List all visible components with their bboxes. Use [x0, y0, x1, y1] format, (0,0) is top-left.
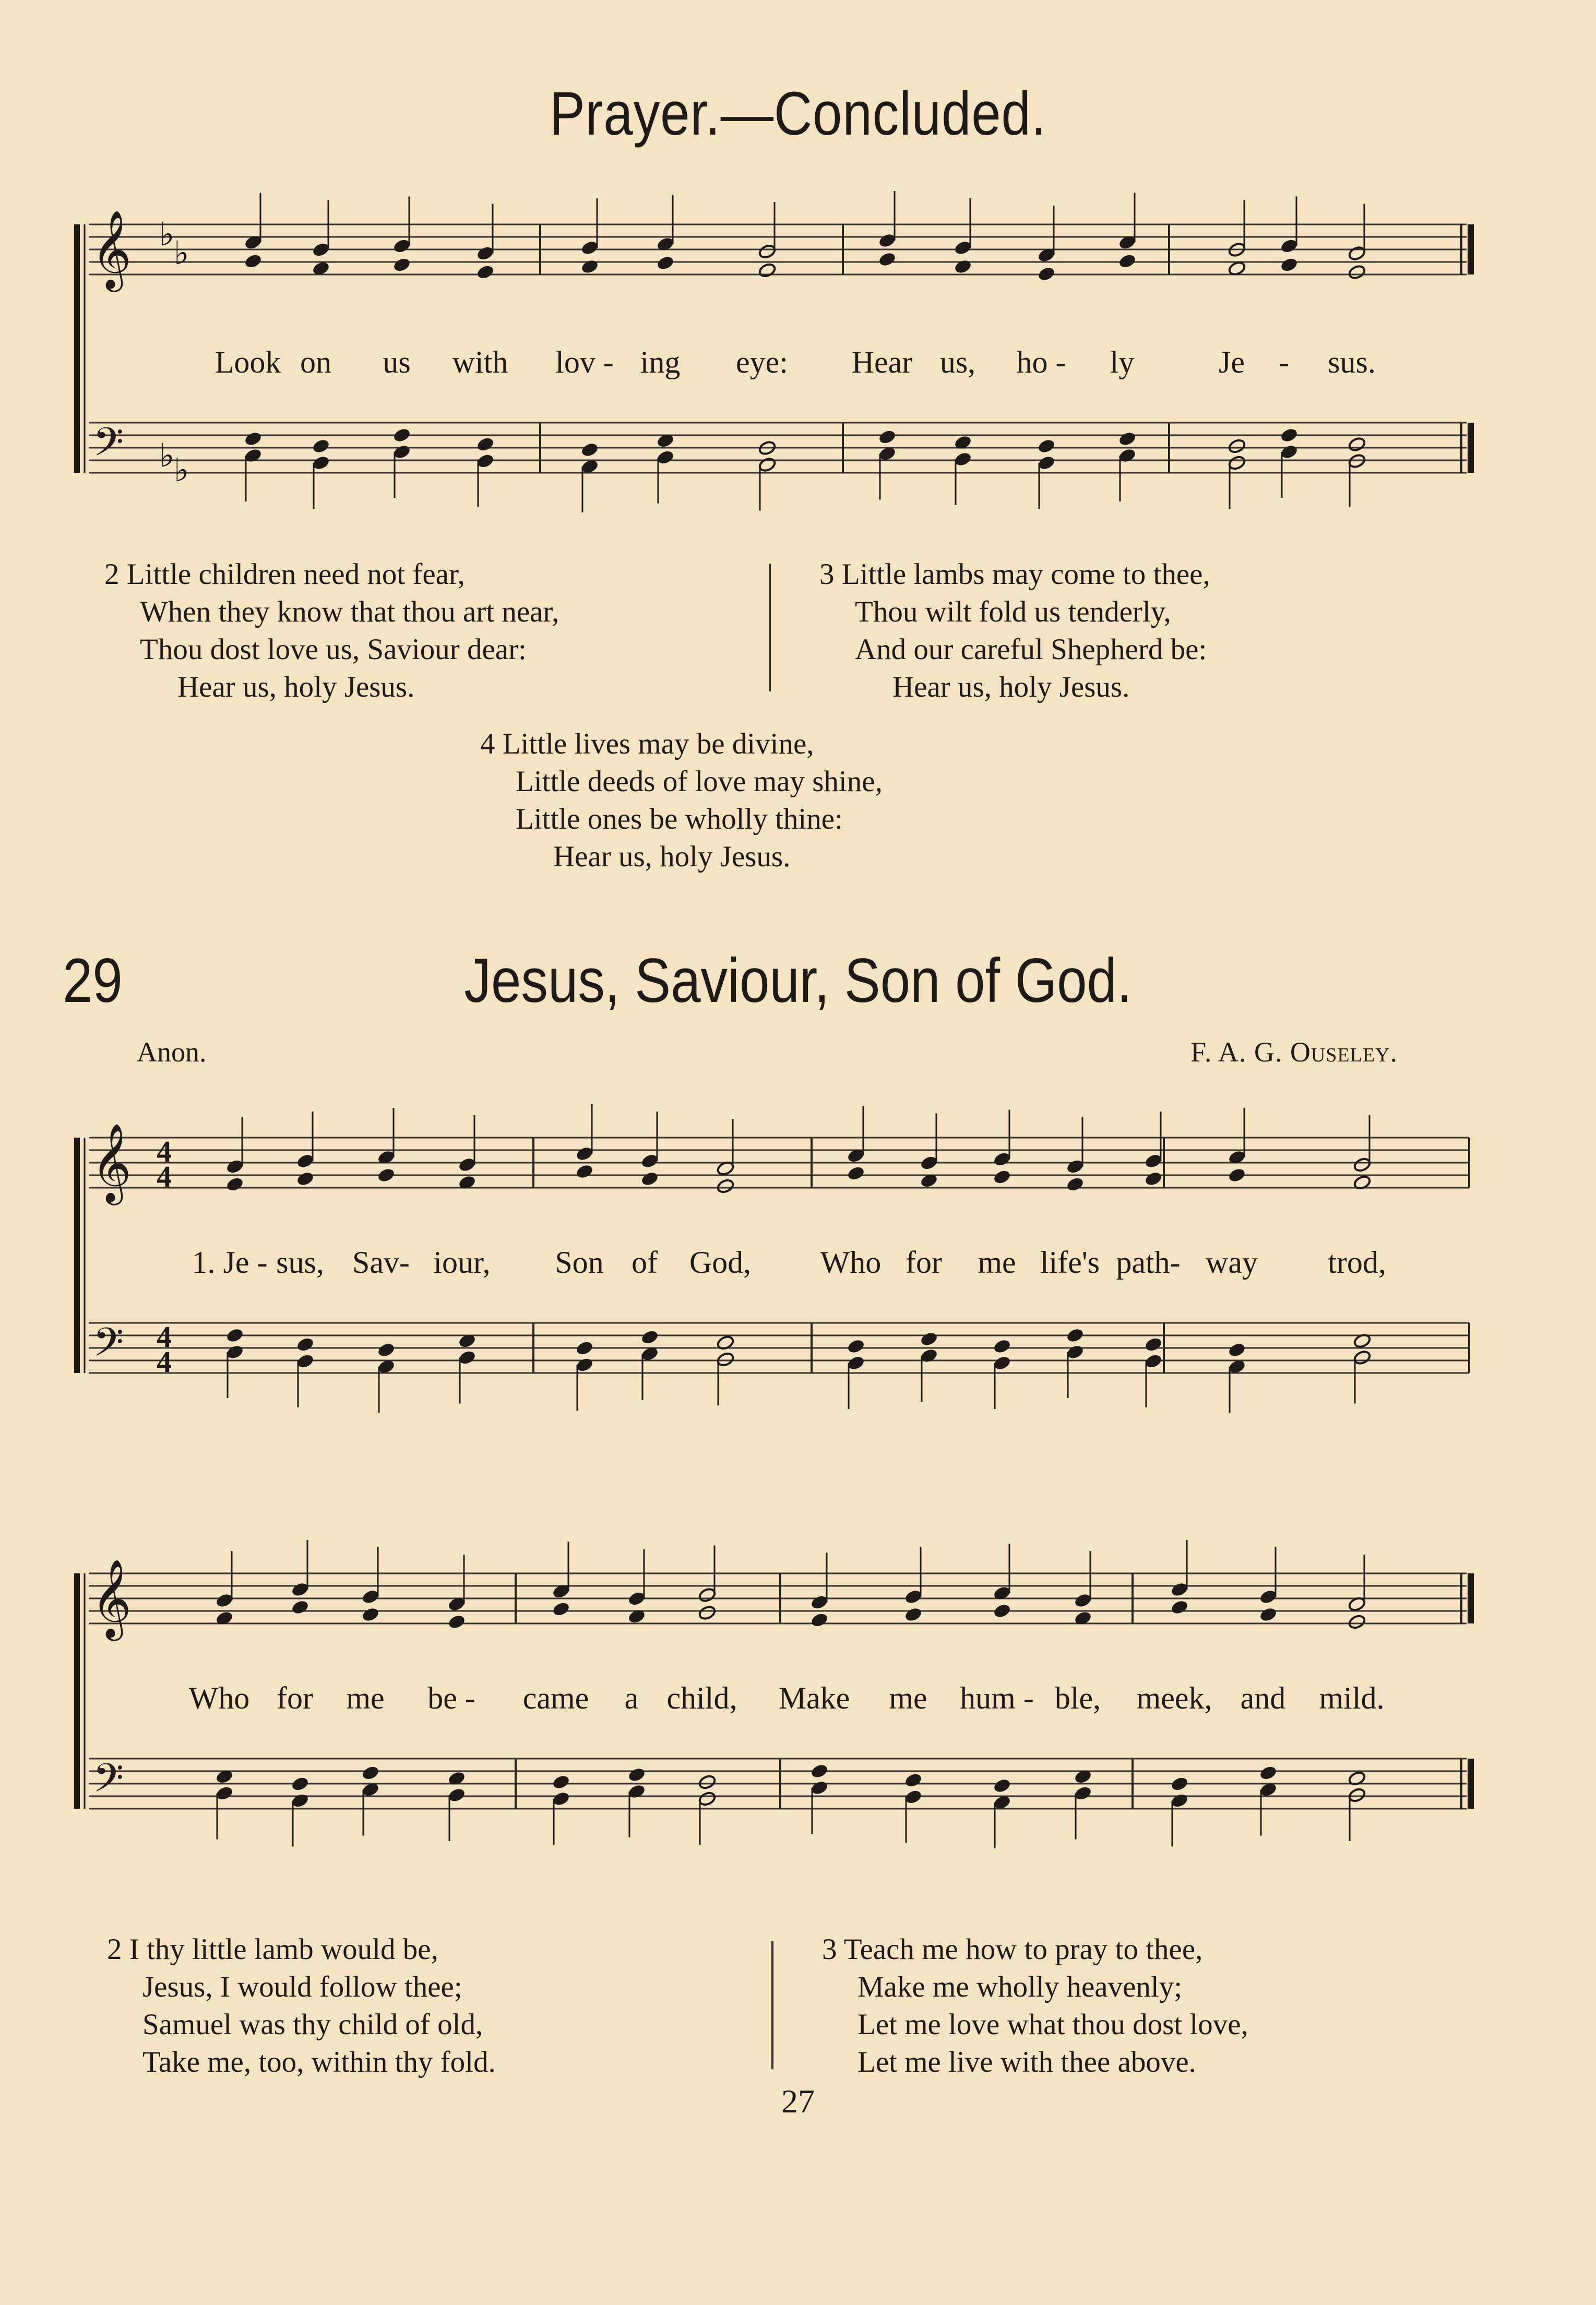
quarter-note [392, 257, 411, 273]
quarter-note [1144, 1336, 1163, 1353]
quarter-note [1066, 1328, 1085, 1344]
quarter-note [878, 233, 897, 249]
verse-line: I thy little lamb would be, [129, 1933, 438, 1966]
lyric-syllable: Sav- [352, 1245, 410, 1280]
quarter-note [656, 255, 675, 271]
quarter-note [215, 1785, 234, 1801]
flat-icon: ♭ [174, 234, 189, 272]
half-note [698, 1774, 717, 1790]
lyric-syllable: sus. [1328, 345, 1376, 379]
quarter-note [1280, 257, 1299, 273]
music-system-prayer [68, 172, 1477, 527]
quarter-note [904, 1772, 923, 1788]
quarter-note [1280, 444, 1299, 460]
verse-line: Thou dost love us, Saviour dear: [140, 633, 527, 666]
half-note [758, 262, 777, 279]
lyric-syllable: a [624, 1681, 639, 1715]
verse-number: 3 [819, 558, 835, 591]
treble-clef-icon: 𝄞 [91, 1122, 132, 1202]
system-bracket [74, 224, 80, 473]
quarter-note [1144, 1171, 1163, 1187]
quarter-note [1228, 1167, 1246, 1184]
quarter-note [215, 1593, 234, 1609]
quarter-note [1144, 1353, 1163, 1369]
half-note [1348, 245, 1366, 261]
quarter-note [580, 240, 599, 256]
half-note [758, 457, 777, 473]
quarter-note [1170, 1776, 1189, 1792]
lyric-syllable: for [906, 1245, 942, 1280]
half-note [716, 1352, 735, 1368]
verse-2 [104, 556, 559, 706]
lyric-syllable: for [277, 1681, 313, 1715]
quarter-note [291, 1599, 309, 1616]
lyric-syllable: ing [640, 345, 681, 379]
lyric-syllable: with [452, 345, 508, 379]
quarter-note [296, 1171, 315, 1187]
quarter-note [640, 1329, 659, 1345]
quarter-note [954, 259, 972, 275]
lyric-syllable: lov - [555, 345, 614, 379]
verse-4 [480, 725, 883, 876]
verse-line: Hear us, holy Jesus. [553, 840, 791, 873]
quarter-note [580, 259, 599, 275]
quarter-note [1037, 455, 1056, 471]
lyric-syllable: Who [820, 1245, 882, 1280]
verse-line: Let me love what thou dost love, [857, 2008, 1248, 2041]
quarter-note [476, 453, 495, 469]
quarter-note [1074, 1593, 1092, 1609]
lyric-syllable: eye: [736, 345, 788, 379]
quarter-note [847, 1165, 865, 1181]
quarter-note [1228, 1342, 1246, 1358]
music-system-hymn-1 [68, 1075, 1477, 1440]
quarter-note [291, 1793, 309, 1809]
quarter-note [627, 1784, 646, 1800]
quarter-note [291, 1582, 309, 1598]
author-credit: Anon. [137, 1036, 207, 1068]
treble-clef-icon: 𝄞 [91, 209, 132, 289]
quarter-note [1074, 1785, 1092, 1801]
lyric-syllable: iour, [433, 1245, 491, 1280]
lyric-syllable: on [300, 345, 331, 379]
column-divider [771, 1941, 773, 2069]
lyric-syllable: me [978, 1245, 1016, 1280]
verse-line: Thou wilt fold us tenderly, [855, 595, 1171, 628]
lyric-syllable: ly [1110, 345, 1135, 379]
flat-icon: ♭ [159, 215, 175, 253]
lyric-syllable: of [632, 1245, 658, 1280]
quarter-note [312, 438, 330, 455]
quarter-note [392, 444, 411, 460]
lyric-syllable: Make [778, 1681, 850, 1715]
verse-line: Hear us, holy Jesus. [177, 671, 415, 703]
half-note [1348, 436, 1366, 452]
lyric-syllable: path- [1116, 1245, 1181, 1280]
bass-clef-icon: 𝄢 [93, 1319, 124, 1375]
time-signature-bottom: 4 [157, 1345, 172, 1379]
lyric-syllable: hum - [960, 1681, 1034, 1715]
quarter-note [458, 1349, 477, 1366]
verse-line: Hear us, holy Jesus. [892, 671, 1130, 703]
quarter-note [640, 1153, 659, 1169]
quarter-note [575, 1340, 594, 1356]
verse-line: Take me, too, within thy fold. [142, 2046, 496, 2079]
quarter-note [993, 1603, 1011, 1619]
quarter-note [244, 431, 263, 447]
quarter-note [225, 1176, 244, 1192]
quarter-note [1170, 1793, 1189, 1809]
quarter-note [1280, 238, 1299, 254]
quarter-note [993, 1151, 1011, 1167]
half-note [1353, 1349, 1372, 1366]
half-note [698, 1587, 717, 1603]
quarter-note [878, 429, 897, 445]
quarter-note [575, 1146, 594, 1162]
quarter-note [361, 1589, 380, 1605]
quarter-note [244, 448, 263, 464]
verse-line: Make me wholly heavenly; [857, 1970, 1183, 2003]
quarter-note [878, 252, 897, 268]
half-note [1348, 1614, 1366, 1630]
verse-line: Jesus, I would follow thee; [142, 1970, 462, 2003]
lyric-syllable: ble, [1054, 1681, 1101, 1715]
lyric-syllable: way [1206, 1245, 1258, 1280]
lyric-syllable: Son [555, 1245, 604, 1280]
system-bracket [74, 1138, 80, 1373]
quarter-note [920, 1155, 938, 1171]
verse-line: Little lambs may come to thee, [841, 558, 1210, 591]
quarter-note [552, 1774, 570, 1790]
quarter-note [810, 1612, 829, 1628]
treble-clef-icon: 𝄞 [91, 1558, 132, 1638]
composer-credit: F. A. G. Ouseley. [1190, 1036, 1398, 1068]
quarter-note [810, 1763, 829, 1779]
quarter-note [1170, 1582, 1189, 1598]
quarter-note [361, 1607, 380, 1623]
quarter-note [1118, 448, 1137, 464]
quarter-note [627, 1591, 646, 1607]
quarter-note [1066, 1159, 1085, 1175]
quarter-note [458, 1157, 477, 1173]
verse-line: Little deeds of love may shine, [516, 765, 883, 798]
page-number: 27 [781, 2083, 815, 2120]
half-note [698, 1791, 717, 1807]
quarter-note [810, 1594, 829, 1610]
quarter-note [1037, 438, 1056, 455]
verse-line: Little children need not fear, [126, 558, 465, 591]
hymn-title: Jesus, Saviour, Son of God. [464, 946, 1132, 1016]
quarter-note [1280, 427, 1299, 444]
music-system-hymn-2 [68, 1511, 1477, 1876]
verse-number: 4 [480, 727, 495, 760]
quarter-note [993, 1339, 1011, 1355]
quarter-note [640, 1171, 659, 1187]
bass-clef-icon: 𝄢 [93, 419, 124, 475]
quarter-note [447, 1614, 466, 1630]
quarter-note [312, 242, 330, 258]
quarter-note [361, 1765, 380, 1781]
verse-line: Teach me how to pray to thee, [843, 1933, 1203, 1966]
quarter-note [920, 1331, 938, 1347]
quarter-note [377, 1167, 396, 1184]
half-note [1228, 455, 1246, 471]
verse-line: Little lives may be divine, [502, 727, 814, 760]
quarter-note [225, 1344, 244, 1360]
quarter-note [291, 1776, 309, 1792]
quarter-note [904, 1789, 923, 1805]
hymn-verse-3 [822, 1931, 1248, 2081]
half-note [1228, 438, 1246, 455]
quarter-note [296, 1336, 315, 1353]
half-note [758, 244, 777, 260]
quarter-note [1170, 1599, 1189, 1616]
quarter-note [244, 253, 263, 269]
quarter-note [920, 1348, 938, 1364]
lyric-syllable: us, [939, 345, 976, 379]
half-note [698, 1605, 717, 1621]
verse-line: When they know that thou art near, [140, 595, 559, 628]
quarter-note [656, 449, 675, 465]
quarter-note [476, 264, 495, 280]
half-note [1348, 264, 1366, 280]
lyric-syllable: be - [427, 1681, 475, 1715]
quarter-note [225, 1159, 244, 1175]
time-signature-top: 4 [157, 1134, 172, 1168]
lyric-syllable: mild. [1319, 1681, 1385, 1715]
time-signature-bottom: 4 [157, 1160, 172, 1193]
final-barline-thick [1468, 1573, 1474, 1623]
lyric-syllable: sus, [276, 1245, 324, 1280]
lyric-syllable: ho - [1016, 345, 1066, 379]
quarter-note [392, 238, 411, 254]
lyric-syllable: - [1279, 345, 1289, 379]
quarter-note [296, 1353, 315, 1369]
quarter-note [575, 1357, 594, 1373]
quarter-note [1037, 266, 1056, 282]
quarter-note [1144, 1153, 1163, 1169]
quarter-note [904, 1589, 923, 1605]
verse-line: Let me live with thee above. [857, 2046, 1196, 2079]
lyric-syllable: came [522, 1681, 589, 1715]
quarter-note [296, 1153, 315, 1169]
quarter-note [1066, 1344, 1085, 1360]
quarter-note [225, 1328, 244, 1344]
flat-icon: ♭ [159, 436, 175, 474]
quarter-note [847, 1339, 865, 1355]
quarter-note [377, 1342, 396, 1358]
final-barline-thick [1468, 423, 1474, 473]
verse-number: 3 [822, 1933, 837, 1966]
half-note [716, 1178, 735, 1195]
lyric-syllable: us [383, 345, 411, 379]
quarter-note [580, 442, 599, 458]
lyric-syllable: meek, [1136, 1681, 1212, 1715]
quarter-note [1259, 1765, 1278, 1781]
lyric-syllable: 1. Je - [192, 1245, 268, 1280]
quarter-note [312, 455, 330, 471]
lyric-syllable: Look [215, 345, 281, 379]
quarter-note [1259, 1589, 1278, 1605]
quarter-note [993, 1778, 1011, 1794]
half-note [1348, 1787, 1366, 1804]
quarter-note [575, 1164, 594, 1180]
lyric-syllable: life's [1040, 1245, 1100, 1280]
lyric-syllable: me [346, 1681, 385, 1715]
system-bracket [74, 1573, 80, 1809]
quarter-note [552, 1601, 570, 1617]
quarter-note [1066, 1176, 1085, 1192]
lyric-syllable: Who [188, 1681, 250, 1715]
lyric-syllable: trod, [1328, 1245, 1386, 1280]
quarter-note [904, 1607, 923, 1623]
lyric-syllable: Hear [851, 345, 913, 379]
quarter-note [447, 1787, 466, 1804]
quarter-note [1118, 431, 1137, 447]
quarter-note [552, 1791, 570, 1807]
page-title: Prayer.—Concluded. [550, 79, 1046, 148]
time-signature-top: 4 [157, 1320, 172, 1354]
quarter-note [627, 1767, 646, 1783]
hymn-verse-2 [107, 1931, 496, 2081]
quarter-note [1259, 1607, 1278, 1623]
lyric-syllable: Je [1219, 345, 1245, 379]
quarter-note [954, 240, 972, 256]
bass-clef-icon: 𝄢 [93, 1755, 124, 1811]
column-divider [769, 564, 771, 691]
lyric-syllable: child, [666, 1681, 737, 1715]
quarter-note [847, 1355, 865, 1371]
quarter-note [392, 427, 411, 444]
verse-line: Samuel was thy child of old, [142, 2008, 483, 2041]
hymn-number: 29 [63, 946, 123, 1016]
verse-line: And our careful Shepherd be: [855, 633, 1207, 666]
verse-line: Little ones be wholly thine: [516, 803, 843, 835]
flat-icon: ♭ [174, 451, 189, 489]
lyric-syllable: God, [689, 1245, 752, 1280]
lyric-syllable: me [889, 1681, 927, 1715]
lyric-syllable: and [1240, 1681, 1286, 1715]
quarter-note [993, 1169, 1011, 1185]
quarter-note [810, 1780, 829, 1796]
verse-number: 2 [107, 1933, 122, 1966]
quarter-note [476, 436, 495, 452]
quarter-note [476, 245, 495, 261]
half-note [1353, 1157, 1372, 1173]
quarter-note [993, 1355, 1011, 1371]
verse-3 [819, 556, 1210, 706]
final-barline-thick [1468, 224, 1474, 274]
verse-number: 2 [104, 558, 120, 591]
quarter-note [954, 451, 972, 468]
final-barline-thick [1468, 1759, 1474, 1809]
quarter-note [1118, 253, 1137, 269]
